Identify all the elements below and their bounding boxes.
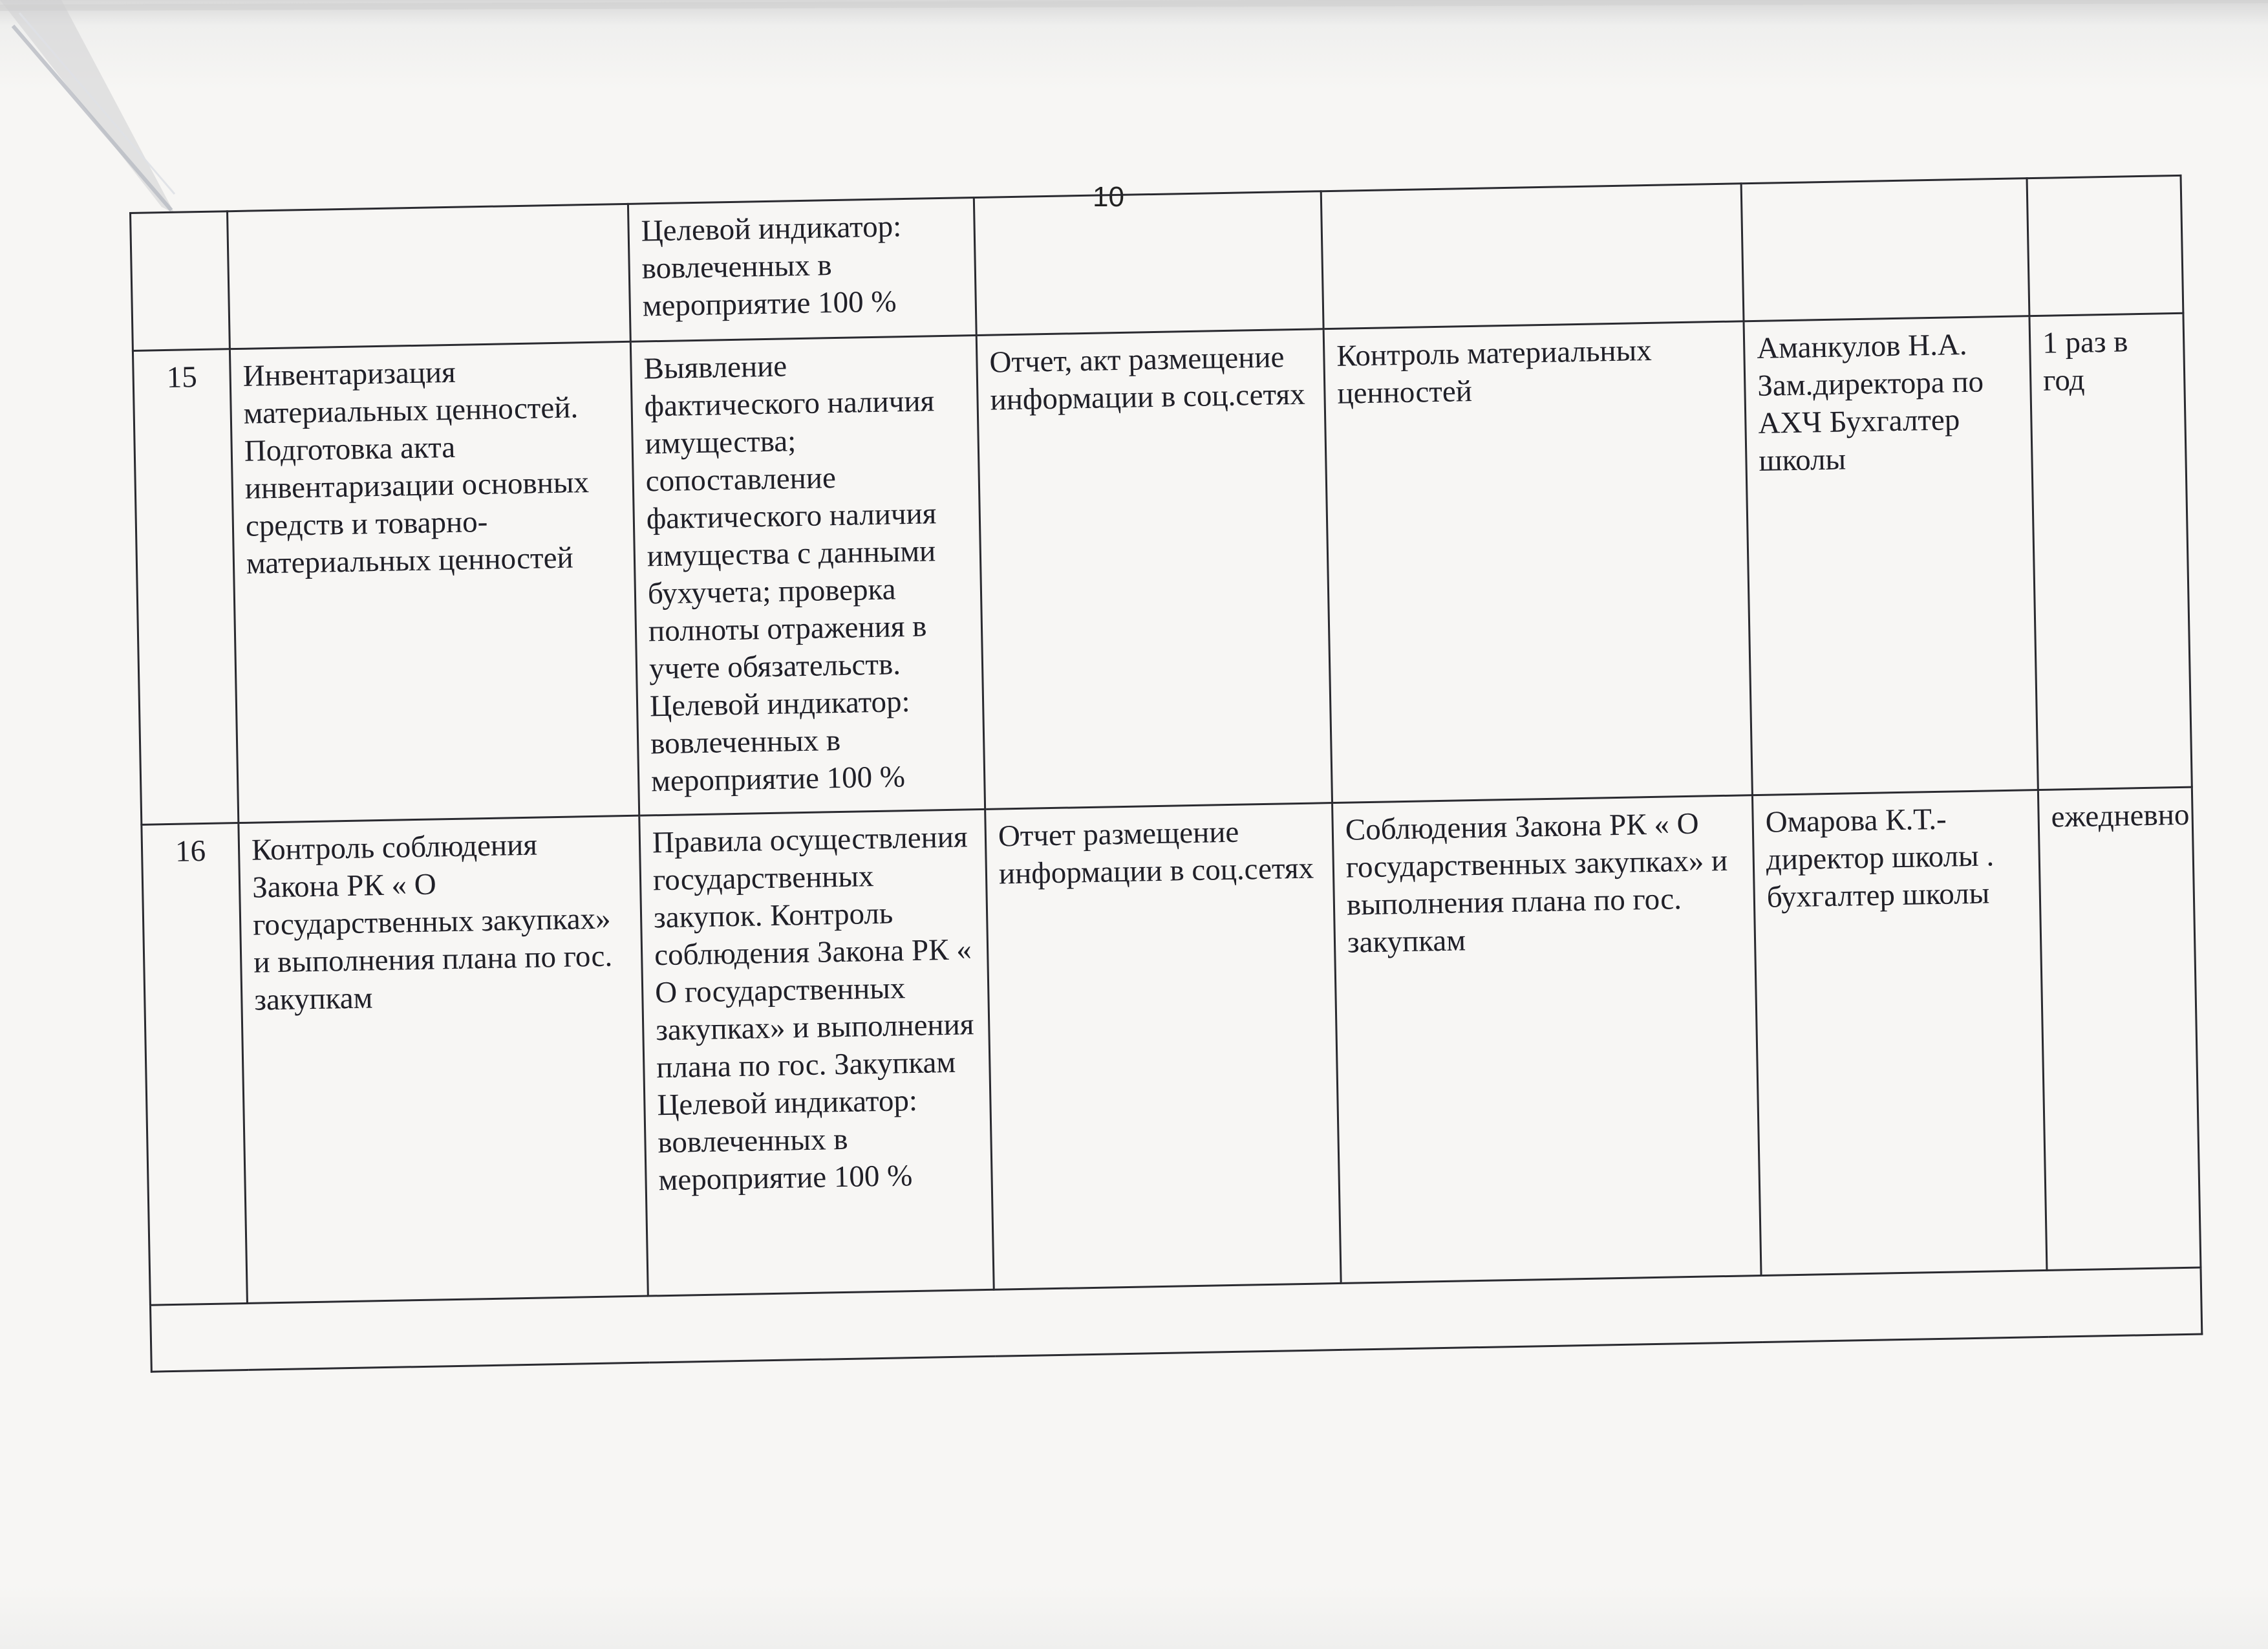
page-number: 10 xyxy=(1093,181,1124,213)
table-row xyxy=(142,787,2201,1305)
cell-event: Контроль соблюдения Закона РК « О государственных закупках» и выполнения плана по гос. закупкам xyxy=(239,815,648,1303)
cell-indicator: Целевой индикатор: вовлеченных в мероприятие 100 % xyxy=(628,198,976,342)
cell-control: Контроль материальных ценностей xyxy=(1323,321,1752,803)
cell-term xyxy=(2027,175,2183,316)
cell-result xyxy=(974,191,1323,336)
cell-term: ежедневно xyxy=(2038,787,2201,1270)
table-row xyxy=(133,313,2192,824)
cell-responsible xyxy=(1741,178,2029,321)
plan-table-container xyxy=(129,175,2201,1373)
cell-responsible: Омарова К.Т.- директор школы . бухгалтер школы xyxy=(1752,790,2047,1276)
cell-indicator: Выявление фактического наличия имущества; сопоставление фактического наличия имущества с данными бухучета; проверка полноты отражения в учете обязательств. Целевой индикатор: вовлеченных в мероприятие 100 % xyxy=(630,336,985,816)
cell-result: Отчет размещение информации в соц.сетях xyxy=(985,803,1342,1290)
cell-responsible: Аманкулов Н.А. Зам.директора по АХЧ Бухгалтер школы xyxy=(1744,316,2038,795)
row-number: 16 xyxy=(142,823,248,1306)
cell-event xyxy=(228,204,631,349)
cell-event: Инвентаризация материальных ценностей. Подготовка акта инвентаризации основных средств и товарно-материальных ценностей xyxy=(230,341,639,823)
cell-indicator: Правила осуществления государственных закупок. Контроль соблюдения Закона РК « О государственных закупках» и выполнения плана по гос. Закупкам Целевой индикатор: вовлеченных в мероприятие 100 % xyxy=(639,809,994,1296)
cell-result: Отчет, акт размещение информации в соц.сетях xyxy=(976,329,1332,810)
row-number: 15 xyxy=(133,349,238,825)
cell-term: 1 раз в год xyxy=(2029,313,2192,790)
cell-control: Соблюдения Закона РК « О государственных закупках» и выполнения плана по гос. закупкам xyxy=(1332,795,1762,1284)
cell-no xyxy=(131,211,230,351)
plan-table xyxy=(129,175,2203,1373)
cell-control xyxy=(1321,184,1744,329)
